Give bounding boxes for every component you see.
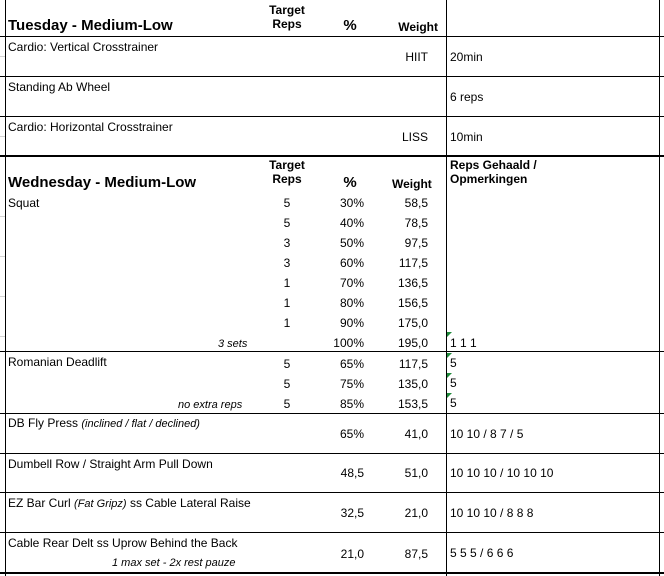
ez-bar-curl-weight: 21,0 <box>404 506 428 520</box>
wednesday-title: Wednesday - Medium-Low <box>8 174 197 191</box>
tuesday-exercise-1: Cardio: Vertical Crosstrainer <box>8 40 159 54</box>
squat-weight-8: 195,0 <box>397 336 428 350</box>
rdl-label: Romanian Deadlift <box>8 355 107 369</box>
tuesday-title: Tuesday - Medium-Low <box>8 17 173 34</box>
exercise-name: DB Fly Press <box>8 416 79 430</box>
cable-rear-delt-pct: 21,0 <box>340 547 364 561</box>
cable-rear-delt-sub-note: 1 max set - 2x rest pauze <box>112 557 236 569</box>
squat-pct-7: 90% <box>339 316 364 330</box>
db-fly-press-pct: 65% <box>339 427 364 441</box>
db-fly-press-notes[interactable]: 10 10 / 8 7 / 5 <box>450 427 524 441</box>
squat-weight-7: 175,0 <box>397 316 428 330</box>
dumbell-row-pct: 48,5 <box>340 466 364 480</box>
rdl-reps-3: 5 <box>283 397 291 411</box>
squat-pct-4: 60% <box>339 256 364 270</box>
squat-weight-1: 58,5 <box>404 196 428 210</box>
tuesday-weight-3: LISS <box>401 130 428 144</box>
squat-weight-6: 156,5 <box>397 296 428 310</box>
squat-reps-7: 1 <box>283 316 291 330</box>
tuesday-exercise-2: Standing Ab Wheel <box>8 80 111 94</box>
exercise-note: (inclined / flat / declined) <box>81 418 200 430</box>
exercise-name: EZ Bar Curl <box>8 496 71 510</box>
tuesday-target-reps-header: Target Reps <box>269 3 305 31</box>
squat-reps-4: 3 <box>283 256 291 270</box>
rdl-pct-1: 65% <box>339 357 364 371</box>
squat-pct-5: 70% <box>339 276 364 290</box>
wednesday-weight-header: Weight <box>392 177 432 191</box>
rdl-notes-2[interactable]: 5 <box>450 376 457 390</box>
squat-reps-1: 5 <box>283 196 291 210</box>
dumbell-row-notes[interactable]: 10 10 10 / 10 10 10 <box>450 466 554 480</box>
squat-weight-3: 97,5 <box>404 236 428 250</box>
wednesday-pct-header: % <box>343 174 357 191</box>
rdl-reps-2: 5 <box>283 377 291 391</box>
dumbell-row-weight: 51,0 <box>404 466 428 480</box>
squat-label: Squat <box>8 196 40 210</box>
rdl-reps-1: 5 <box>283 357 291 371</box>
squat-pct-6: 80% <box>339 296 364 310</box>
rdl-notes-1[interactable]: 5 <box>450 356 457 370</box>
rdl-weight-1: 117,5 <box>398 357 428 371</box>
exercise-tail: ss Cable Lateral Raise <box>129 496 251 510</box>
rdl-weight-3: 153,5 <box>397 397 428 411</box>
squat-pct-3: 50% <box>339 236 364 250</box>
rdl-notes-3[interactable]: 5 <box>450 396 457 410</box>
rdl-weight-2: 135,0 <box>397 377 428 391</box>
cable-rear-delt-notes[interactable]: 5 5 5 / 6 6 6 <box>450 546 514 560</box>
tuesday-weight-1: HIIT <box>405 50 428 64</box>
db-fly-press-weight: 41,0 <box>404 427 428 441</box>
tuesday-notes-3[interactable]: 10min <box>450 130 483 144</box>
exercise-note: (Fat Gripz) <box>74 498 127 510</box>
rdl-note: no extra reps <box>178 399 243 411</box>
tuesday-notes-1[interactable]: 20min <box>450 50 483 64</box>
tuesday-weight-header: Weight <box>398 20 438 34</box>
squat-notes-8[interactable]: 1 1 1 <box>450 336 477 350</box>
rdl-pct-3: 85% <box>339 397 364 411</box>
squat-pct-1: 30% <box>339 196 364 210</box>
squat-reps-6: 1 <box>283 296 291 310</box>
cable-rear-delt-weight: 87,5 <box>404 547 428 561</box>
tuesday-notes-2[interactable]: 6 reps <box>450 90 484 104</box>
ez-bar-curl-pct: 32,5 <box>340 506 364 520</box>
squat-reps-5: 1 <box>283 276 291 290</box>
ez-bar-curl-label <box>8 496 251 511</box>
squat-weight-2: 78,5 <box>404 216 428 230</box>
tuesday-exercise-3: Cardio: Horizontal Crosstrainer <box>8 120 173 134</box>
cable-rear-delt-label: Cable Rear Delt ss Uprow Behind the Back <box>8 536 238 550</box>
dumbell-row-label: Dumbell Row / Straight Arm Pull Down <box>8 457 213 471</box>
wednesday-target-reps-header: Target Reps <box>269 158 305 186</box>
squat-pct-8: 100% <box>333 336 364 350</box>
squat-sets-note: 3 sets <box>218 338 248 350</box>
ez-bar-curl-notes[interactable]: 10 10 10 / 8 8 8 <box>450 506 534 520</box>
wednesday-notes-header: Reps Gehaald / Opmerkingen <box>450 158 537 186</box>
db-fly-press-label <box>8 416 200 431</box>
squat-weight-5: 136,5 <box>397 276 428 290</box>
tuesday-pct-header: % <box>343 17 357 34</box>
squat-weight-4: 117,5 <box>398 256 428 270</box>
rdl-pct-2: 75% <box>339 377 364 391</box>
squat-pct-2: 40% <box>339 216 364 230</box>
squat-reps-3: 3 <box>283 236 291 250</box>
squat-reps-2: 5 <box>283 216 291 230</box>
